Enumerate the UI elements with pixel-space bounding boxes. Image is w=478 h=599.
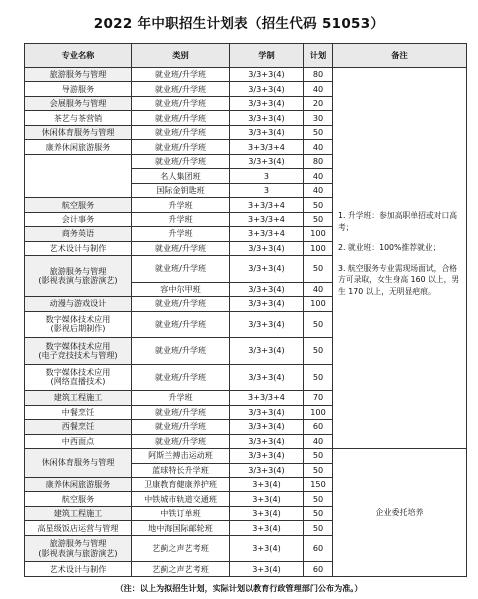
cell-plan: 40 (304, 434, 333, 448)
cell-category: 就业班/升学班 (132, 82, 230, 96)
cell-plan: 50 (304, 212, 333, 226)
cell-major: 动漫与游戏设计 (25, 297, 132, 311)
cell-category: 就业班/升学班 (132, 297, 230, 311)
cell-system: 3+3/3+4 (230, 212, 304, 226)
cell-major: 休闲体育服务与管理 (25, 449, 132, 478)
cell-category: 就业班/升学班 (132, 311, 230, 337)
cell-system: 3+3(4) (230, 562, 304, 577)
cell-plan: 50 (304, 125, 333, 139)
cell-category: 就业班/升学班 (132, 96, 230, 110)
cell-system: 3 (230, 183, 304, 197)
cell-category: 就业班/升学班 (132, 364, 230, 390)
cell-plan: 50 (304, 449, 333, 463)
cell-plan: 30 (304, 111, 333, 125)
cell-plan: 40 (304, 140, 333, 154)
cell-system: 3/3+3(4) (230, 434, 304, 448)
cell-major (25, 154, 132, 197)
header-category: 类别 (132, 44, 230, 68)
cell-plan: 80 (304, 154, 333, 168)
header-plan: 计划 (304, 44, 333, 68)
table-row (25, 449, 467, 463)
cell-major: 商务英语 (25, 227, 132, 241)
cell-category: 艺蓟之声艺考班 (132, 535, 230, 561)
cell-system: 3+3(4) (230, 521, 304, 535)
cell-category: 升学班 (132, 227, 230, 241)
cell-plan: 50 (304, 256, 333, 282)
cell-category: 就业班/升学班 (132, 420, 230, 434)
cell-category: 国际金钥匙班 (132, 183, 230, 197)
cell-system: 3/3+3(4) (230, 96, 304, 110)
cell-major: 建筑工程施工 (25, 506, 132, 520)
cell-plan: 50 (304, 338, 333, 364)
cell-system: 3/3+3(4) (230, 338, 304, 364)
cell-plan: 40 (304, 169, 333, 183)
cell-plan: 150 (304, 477, 333, 491)
cell-category: 升学班 (132, 198, 230, 212)
cell-system: 3/3+3(4) (230, 297, 304, 311)
cell-system: 3+3/3+4 (230, 391, 304, 405)
cell-plan: 100 (304, 241, 333, 255)
cell-major: 旅游服务与管理 (影视表演与旅游演艺) (25, 535, 132, 561)
cell-system: 3/3+3(4) (230, 82, 304, 96)
page-title: 2022 年中职招生计划表（招生代码 51053） (93, 16, 385, 32)
cell-major: 茶艺与茶营销 (25, 111, 132, 125)
cell-system: 3+3/3+4 (230, 140, 304, 154)
note-lower: 企业委托培养 (333, 449, 467, 577)
cell-major: 康养休闲旅游服务 (25, 140, 132, 154)
cell-system: 3+3(4) (230, 477, 304, 491)
cell-major: 航空服务 (25, 198, 132, 212)
cell-system: 3/3+3(4) (230, 364, 304, 390)
cell-system: 3/3+3(4) (230, 111, 304, 125)
cell-category: 就业班/升学班 (132, 241, 230, 255)
cell-plan: 20 (304, 96, 333, 110)
header-system: 学制 (230, 44, 304, 68)
cell-plan: 50 (304, 506, 333, 520)
cell-category: 蓝球特长升学班 (132, 463, 230, 477)
cell-plan: 50 (304, 521, 333, 535)
cell-category: 就业班/升学班 (132, 125, 230, 139)
cell-category: 中铁订单班 (132, 506, 230, 520)
cell-plan: 100 (304, 227, 333, 241)
header-major: 专业名称 (25, 44, 132, 68)
cell-system: 3 (230, 169, 304, 183)
cell-category: 就业班/升学班 (132, 434, 230, 448)
cell-major: 西餐烹饪 (25, 420, 132, 434)
cell-system: 3/3+3(4) (230, 449, 304, 463)
cell-major: 高星级饭店运营与管理 (25, 521, 132, 535)
cell-major: 艺术设计与制作 (25, 562, 132, 577)
table-row (25, 68, 467, 82)
cell-plan: 50 (304, 198, 333, 212)
cell-plan: 50 (304, 311, 333, 337)
cell-category: 就业班/升学班 (132, 338, 230, 364)
cell-category: 地中海国际邮轮班 (132, 521, 230, 535)
cell-plan: 60 (304, 535, 333, 561)
cell-category: 卫康教育健康养护班 (132, 477, 230, 491)
cell-major: 旅游服务与管理 (25, 68, 132, 82)
cell-system: 3+3(4) (230, 506, 304, 520)
cell-major: 康养休闲旅游服务 (25, 477, 132, 491)
cell-plan: 50 (304, 492, 333, 506)
cell-plan: 100 (304, 297, 333, 311)
cell-system: 3/3+3(4) (230, 154, 304, 168)
cell-major: 航空服务 (25, 492, 132, 506)
cell-major: 艺术设计与制作 (25, 241, 132, 255)
cell-category: 就业班/升学班 (132, 256, 230, 282)
cell-category: 就业班/升学班 (132, 154, 230, 168)
enrollment-plan-table (24, 43, 467, 577)
table-header-row (25, 44, 467, 68)
cell-plan: 50 (304, 463, 333, 477)
cell-system: 3/3+3(4) (230, 256, 304, 282)
note-upper (333, 68, 467, 449)
note-line: 2. 就业班：100%推荐就业； (338, 243, 441, 252)
cell-plan: 100 (304, 405, 333, 419)
cell-system: 3+3/3+4 (230, 227, 304, 241)
cell-category: 就业班/升学班 (132, 405, 230, 419)
cell-plan: 70 (304, 391, 333, 405)
footnote: （注：以上为拟招生计划，实际计划以教育行政管理部门公布为准。） (115, 583, 363, 593)
cell-major: 数字媒体技术应用 (网络直播技术) (25, 364, 132, 390)
cell-system: 3/3+3(4) (230, 463, 304, 477)
note-line: 1. 升学班：参加高职单招或对口高考； (338, 211, 458, 232)
cell-system: 3/3+3(4) (230, 241, 304, 255)
cell-major: 中餐烹饪 (25, 405, 132, 419)
cell-system: 3/3+3(4) (230, 420, 304, 434)
cell-plan: 80 (304, 68, 333, 82)
cell-plan: 60 (304, 562, 333, 577)
cell-category: 阿斯兰搏击运动班 (132, 449, 230, 463)
cell-major: 导游服务 (25, 82, 132, 96)
cell-category: 名人集团班 (132, 169, 230, 183)
cell-system: 3+3/3+4 (230, 198, 304, 212)
cell-major: 旅游服务与管理 (影视表演与旅游演艺) (25, 256, 132, 297)
cell-plan: 60 (304, 420, 333, 434)
cell-category: 艺蓟之声艺考班 (132, 562, 230, 577)
cell-category: 中铁城市轨道交通班 (132, 492, 230, 506)
cell-category: 升学班 (132, 391, 230, 405)
cell-plan: 40 (304, 82, 333, 96)
cell-category: 就业班/升学班 (132, 68, 230, 82)
cell-system: 3/3+3(4) (230, 125, 304, 139)
cell-system: 3/3+3(4) (230, 68, 304, 82)
cell-system: 3/3+3(4) (230, 282, 304, 296)
cell-system: 3/3+3(4) (230, 405, 304, 419)
cell-category: 就业班/升学班 (132, 140, 230, 154)
cell-plan: 40 (304, 183, 333, 197)
note-line: 3. 航空服务专业需现场面试，合格方可录取，女生身高 160 以上，男生 170 以上，无明显疤痕。 (338, 263, 460, 296)
cell-major: 会计事务 (25, 212, 132, 226)
cell-system: 3/3+3(4) (230, 311, 304, 337)
cell-major: 会展服务与管理 (25, 96, 132, 110)
cell-category: 就业班/升学班 (132, 111, 230, 125)
cell-system: 3+3(4) (230, 535, 304, 561)
cell-plan: 50 (304, 364, 333, 390)
cell-system: 3+3(4) (230, 492, 304, 506)
cell-major: 中西面点 (25, 434, 132, 448)
cell-major: 休闲体育服务与管理 (25, 125, 132, 139)
cell-plan: 40 (304, 282, 333, 296)
cell-major: 建筑工程施工 (25, 391, 132, 405)
cell-major: 数字媒体技术应用 (影视后期制作) (25, 311, 132, 337)
cell-category: 容中尔甲班 (132, 282, 230, 296)
header-note: 备注 (333, 44, 467, 68)
cell-major: 数字媒体技术应用 (电子竞技技术与管理) (25, 338, 132, 364)
cell-category: 升学班 (132, 212, 230, 226)
